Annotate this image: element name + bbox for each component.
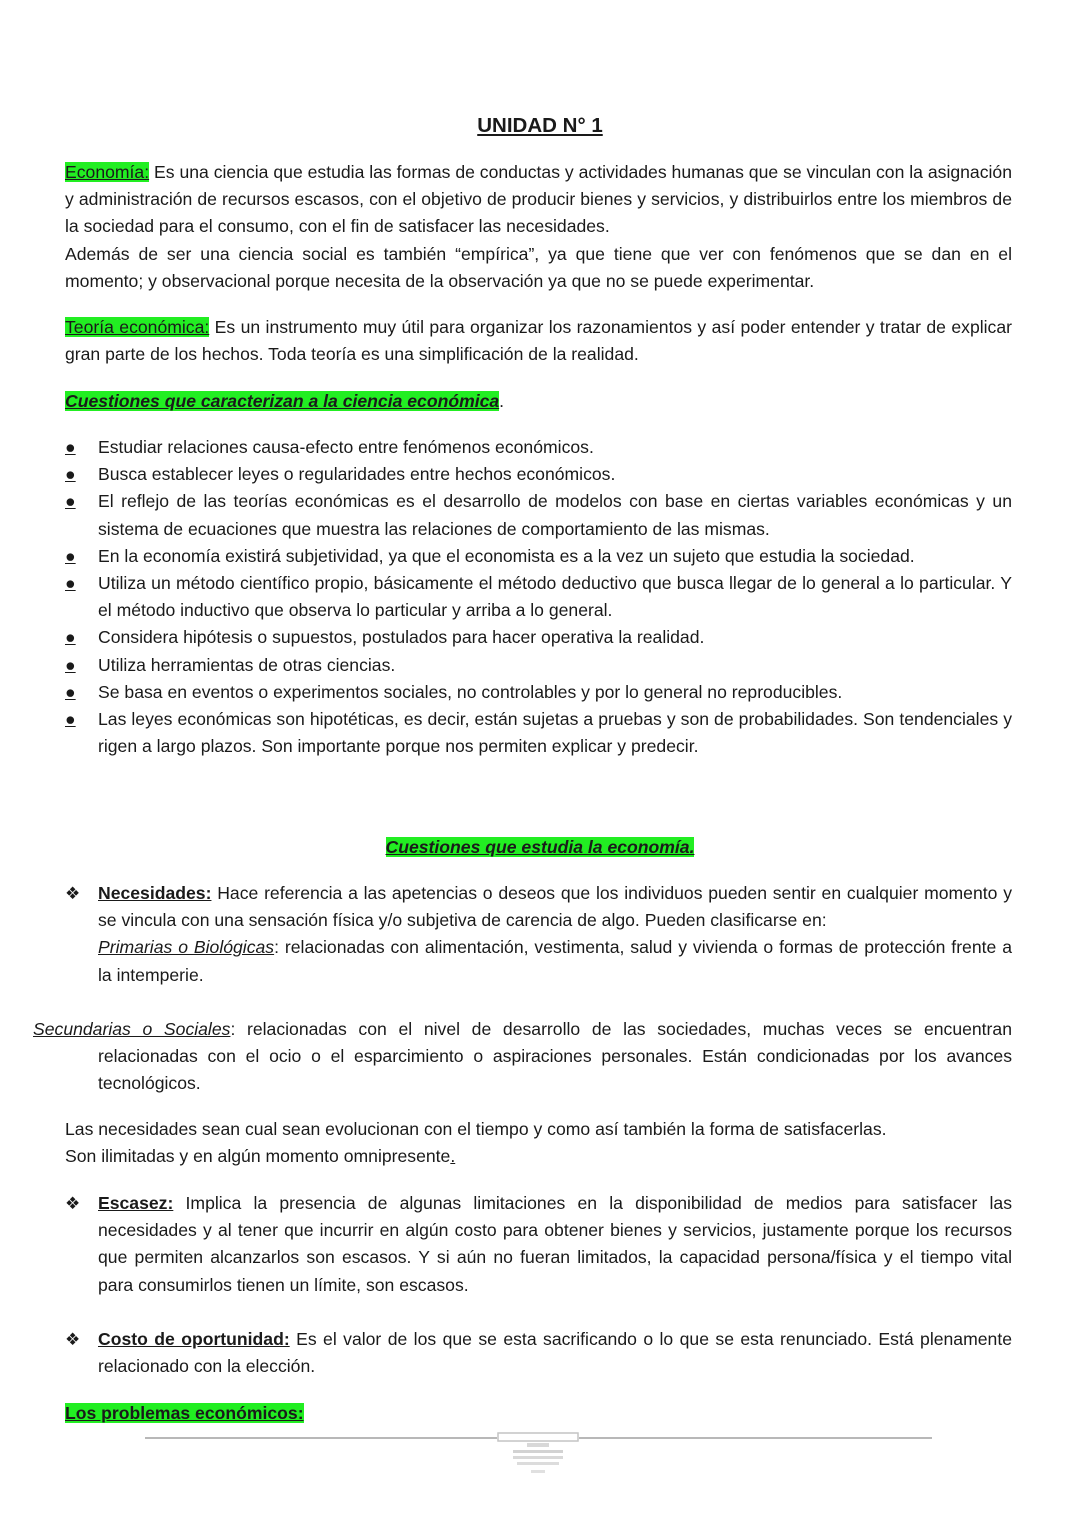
list-item (65, 434, 1012, 461)
list-item (65, 543, 1012, 570)
secundarias-item (33, 1016, 1012, 1098)
costo-term: Costo de oportunidad: (98, 1329, 290, 1349)
list-item-text: Se basa en eventos o experimentos sociales, no controlables y por lo general no reproducibles. (98, 681, 843, 702)
list-item-text: El reflejo de las teorías económicas es el desarrollo de modelos con base en ciertas variables económicas y un sistema de ecuaciones que muestra las relaciones de comportamiento de las mismas. (98, 491, 1012, 539)
footer-logo-icon (497, 1432, 579, 1476)
caracterizan-heading: Cuestiones que caracterizan a la ciencia económica (65, 391, 500, 411)
bullet-icon: ● (65, 491, 76, 512)
bullet-icon: ● (65, 627, 76, 648)
bullet-icon: ● (65, 681, 76, 702)
economia-text: Es una ciencia que estudia las formas de conductas y actividades humanas que se vinculan con la asignación y administración de recursos escasos, con el objetivo de producir bienes y servicios, y distribuirlos entre los miembros de la sociedad para el consumo, con el fin de satisfacer las necesidades. (65, 162, 1012, 237)
bullet-icon: ● (65, 545, 76, 566)
diamond-bullet-icon: ❖ (65, 1330, 81, 1349)
page-title: UNIDAD N° 1 (477, 114, 603, 137)
list-item-text: Estudiar relaciones causa-efecto entre fenómenos económicos. (98, 437, 594, 457)
estudia-heading: Cuestiones que estudia la economía. (385, 837, 695, 857)
secundarias-term: Secundarias o Sociales (33, 1019, 231, 1039)
bullet-icon: ● (65, 464, 76, 485)
secundarias-text: : relacionadas con el nivel de desarrollo de las sociedades, muchas veces se encuentran relacionadas con el ocio o el esparcimiento o aspiraciones personales. Están condicionadas por los avances tecnológicos. (98, 1019, 1012, 1094)
diamond-bullet-icon: ❖ (65, 884, 81, 903)
bullet-icon: ● (65, 654, 76, 675)
escasez-term: Escasez: (98, 1193, 174, 1213)
necesidades-text: Hace referencia a las apetencias o deseos que los individuos pueden sentir en cualquier momento y se vincula con una sensación física y/o subjetiva de carencia de algo. Pueden clasificarse en: (98, 883, 1012, 931)
evolucion-line-1: Las necesidades sean cual sean evolucionan con el tiempo y como así también la forma de satisfacerlas. (65, 1119, 887, 1139)
list-item (65, 570, 1012, 624)
costo-text: Es el valor de los que se esta sacrificando o lo que se esta renunciado. Está plenamente relacionado con la elección. (98, 1329, 1012, 1377)
economia-text-2: Además de ser una ciencia social es también “empírica”, ya que tiene que ver con fenómenos que se dan en el momento; y observacional porque necesita de la observación ya que no se puede experimentar. (65, 243, 1012, 291)
footer-divider-left (145, 1437, 497, 1439)
list-item (65, 652, 1012, 679)
evolucion-paragraph (65, 1116, 1012, 1170)
teoria-term: Teoría económica: (65, 317, 210, 337)
bullet-icon: ● (65, 437, 76, 457)
list-item (65, 624, 1012, 651)
problemas-heading-line (65, 1400, 1012, 1427)
costo-item (65, 1326, 1012, 1380)
teoria-text: Es un instrumento muy útil para organizar los razonamientos y así poder entender y tratar de explicar gran parte de los hechos. Toda teoría es una simplificación de la realidad. (65, 317, 1012, 365)
list-item-text: Utiliza herramientas de otras ciencias. (98, 654, 396, 675)
list-item-text: Considera hipótesis o supuestos, postulados para hacer operativa la realidad. (98, 627, 705, 648)
caracterizan-heading-line (65, 388, 1012, 415)
primarias-term: Primarias o Biológicas (98, 937, 275, 958)
list-item-text: Busca establecer leyes o regularidades entre hechos económicos. (98, 464, 616, 485)
list-item (65, 706, 1012, 760)
list-item-text: En la economía existirá subjetividad, ya que el economista es a la vez un sujeto que estudia la sociedad. (98, 545, 915, 566)
economia-paragraph (65, 159, 1012, 295)
problemas-heading: Los problemas económicos: (65, 1403, 304, 1423)
bullet-icon: ● (65, 709, 76, 730)
list-item (65, 679, 1012, 706)
estudia-heading-line (0, 834, 1080, 861)
footer-divider-right (579, 1437, 932, 1439)
list-item (65, 488, 1012, 542)
evolucion-line-2: Son ilimitadas y en algún momento omnipresente (65, 1146, 451, 1167)
bullet-icon: ● (65, 573, 76, 594)
necesidades-item (65, 880, 1012, 989)
escasez-text: Implica la presencia de algunas limitaciones en la disponibilidad de medios para satisfacer las necesidades y al tener que incurrir en algún costo para obtener bienes y servicios, justamente porque los recursos que permiten alcanzarlos son escasos. Y si aún no fueran limitados, la capacidad persona/física y el tiempo vital para consumirlos tienen un límite, son escasos. (98, 1193, 1012, 1295)
teoria-paragraph (65, 314, 1012, 368)
list-item (65, 461, 1012, 488)
caracterizan-list (65, 434, 1012, 760)
necesidades-term: Necesidades: (98, 883, 212, 903)
caracterizan-heading-suffix: . (499, 391, 505, 411)
escasez-item (65, 1190, 1012, 1299)
list-item-text: Las leyes económicas son hipotéticas, es decir, están sujetas a pruebas y son de probabilidades. Son tendenciales y rigen a largo plazos. Son importante porque nos permiten explicar y predecir. (98, 709, 1012, 757)
evolucion-period: . (450, 1146, 456, 1167)
list-item-text: Utiliza un método científico propio, básicamente el método deductivo que busca llegar de lo general a lo particular. Y el método inductivo que observa lo particular y arriba a lo general. (98, 573, 1012, 621)
diamond-bullet-icon: ❖ (65, 1194, 81, 1213)
economia-term: Economía: (65, 162, 150, 182)
primarias-text: : relacionadas con alimentación, vestimenta, salud y vivienda o formas de protección frente a la intemperie. (98, 937, 1012, 985)
